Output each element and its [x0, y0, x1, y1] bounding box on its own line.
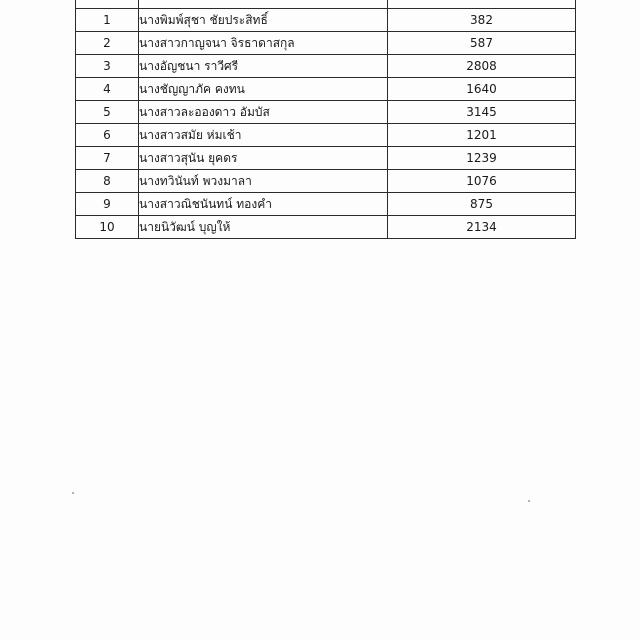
header-cell-name — [139, 0, 388, 9]
header-cell-value — [388, 0, 576, 9]
table-header-stub — [76, 0, 576, 9]
row-number: 7 — [76, 147, 139, 170]
row-value: 1076 — [388, 170, 576, 193]
row-number: 9 — [76, 193, 139, 216]
table-row — [76, 216, 576, 239]
row-value: 3145 — [388, 101, 576, 124]
table-row — [76, 124, 576, 147]
header-cell-no — [76, 0, 139, 9]
table-row — [76, 170, 576, 193]
table-row — [76, 78, 576, 101]
row-value: 1201 — [388, 124, 576, 147]
row-number: 1 — [76, 9, 139, 32]
row-number: 8 — [76, 170, 139, 193]
table-row — [76, 55, 576, 78]
row-number: 6 — [76, 124, 139, 147]
roster-table — [75, 0, 576, 239]
person-name: นางสาวกาญจนา จิรธาดาสกุล — [139, 32, 388, 55]
table-row — [76, 193, 576, 216]
row-value: 875 — [388, 193, 576, 216]
person-name: นางสาวละอองดาว อัมบัส — [139, 101, 388, 124]
person-name: นางสาวสมัย ห่มเช้า — [139, 124, 388, 147]
person-name: นางสาวณิชนันทน์ ทองคำ — [139, 193, 388, 216]
row-value: 382 — [388, 9, 576, 32]
person-name: นางทวินันท์ พวงมาลา — [139, 170, 388, 193]
table-row — [76, 147, 576, 170]
person-name: นางอัญชนา ราวีศรี — [139, 55, 388, 78]
row-number: 3 — [76, 55, 139, 78]
scan-speck — [72, 492, 74, 494]
table-row — [76, 32, 576, 55]
row-number: 2 — [76, 32, 139, 55]
row-value: 1640 — [388, 78, 576, 101]
row-value: 1239 — [388, 147, 576, 170]
row-value: 587 — [388, 32, 576, 55]
row-number: 4 — [76, 78, 139, 101]
person-name: นางชัญญาภัค คงทน — [139, 78, 388, 101]
table-row — [76, 101, 576, 124]
person-name: นางสาวสุนัน ยุคดร — [139, 147, 388, 170]
row-value: 2808 — [388, 55, 576, 78]
row-number: 10 — [76, 216, 139, 239]
scan-speck — [528, 500, 530, 502]
table-row — [76, 9, 576, 32]
person-name: นายนิวัฒน์ บุญให้ — [139, 216, 388, 239]
row-value: 2134 — [388, 216, 576, 239]
person-name: นางพิมพ์สุชา ชัยประสิทธิ์ — [139, 9, 388, 32]
row-number: 5 — [76, 101, 139, 124]
